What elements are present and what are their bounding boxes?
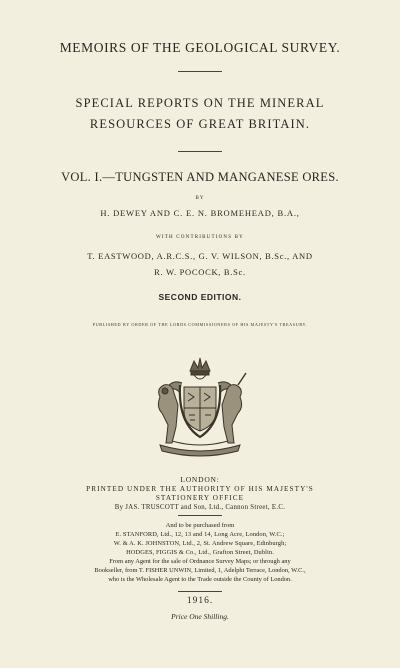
report-title-line2: RESOURCES OF GREAT BRITAIN. [89, 117, 311, 131]
authors-line: H. DEWEY AND C. E. N. BROMEHEAD, B.A., [100, 208, 300, 218]
purchase-line5: From any Agent for the sale of Ordnance Survey Maps; or through any [109, 558, 291, 565]
contributions-label: WITH CONTRIBUTIONS BY [156, 235, 244, 240]
series-title: MEMOIRS OF THE GEOLOGICAL SURVEY. [59, 40, 341, 55]
imprint-city: LONDON: [180, 475, 220, 484]
imprint-line3: By JAS. TRUSCOTT and Son, Ltd., Cannon Street, E.C. [114, 504, 286, 511]
purchase-line3: W. & A. K. JOHNSTON, Ltd., 2, St. Andrew Square, Edinburgh; [113, 540, 287, 547]
by-label: BY [195, 196, 205, 201]
divider [178, 515, 222, 516]
imprint-line2: STATIONERY OFFICE [155, 494, 245, 502]
publication-year: 1916. [186, 596, 214, 606]
purchase-line1: And to be purchased from [165, 522, 235, 529]
purchase-line7: who is the Wholesale Agent to the Trade outside the County of London. [108, 576, 292, 583]
purchase-line6: Bookseller, from T. FISHER UNWIN, Limited, 1, Adelphi Terrace, London, W.C., [94, 567, 306, 574]
price-label: Price One Shilling. [171, 612, 229, 621]
purchase-line2: E. STANFORD, Ltd., 12, 13 and 14, Long Acre, London, W.C.; [115, 531, 285, 538]
volume-title: VOL. I.—TUNGSTEN AND MANGANESE ORES. [61, 170, 339, 184]
divider [178, 71, 222, 72]
contributors-line1: T. EASTWOOD, A.R.C.S., G. V. WILSON, B.Sc., AND [87, 251, 313, 261]
contributors-line2: R. W. POCOCK, B.Sc. [154, 267, 246, 277]
edition-label: SECOND EDITION. [158, 292, 242, 302]
purchase-line4: HODGES, FIGGIS & Co., Ltd., Grafton Street, Dublin. [126, 549, 274, 556]
report-title-line1: SPECIAL REPORTS ON THE MINERAL [75, 96, 325, 110]
published-by-note: PUBLISHED BY ORDER OF THE LORDS COMMISSIONERS OF HIS MAJESTY'S TREASURY. [92, 322, 308, 327]
imprint-line1: PRINTED UNDER THE AUTHORITY OF HIS MAJESTY'S [86, 485, 314, 493]
divider [178, 151, 222, 152]
royal-coat-of-arms-icon [142, 353, 258, 461]
divider [178, 591, 222, 592]
